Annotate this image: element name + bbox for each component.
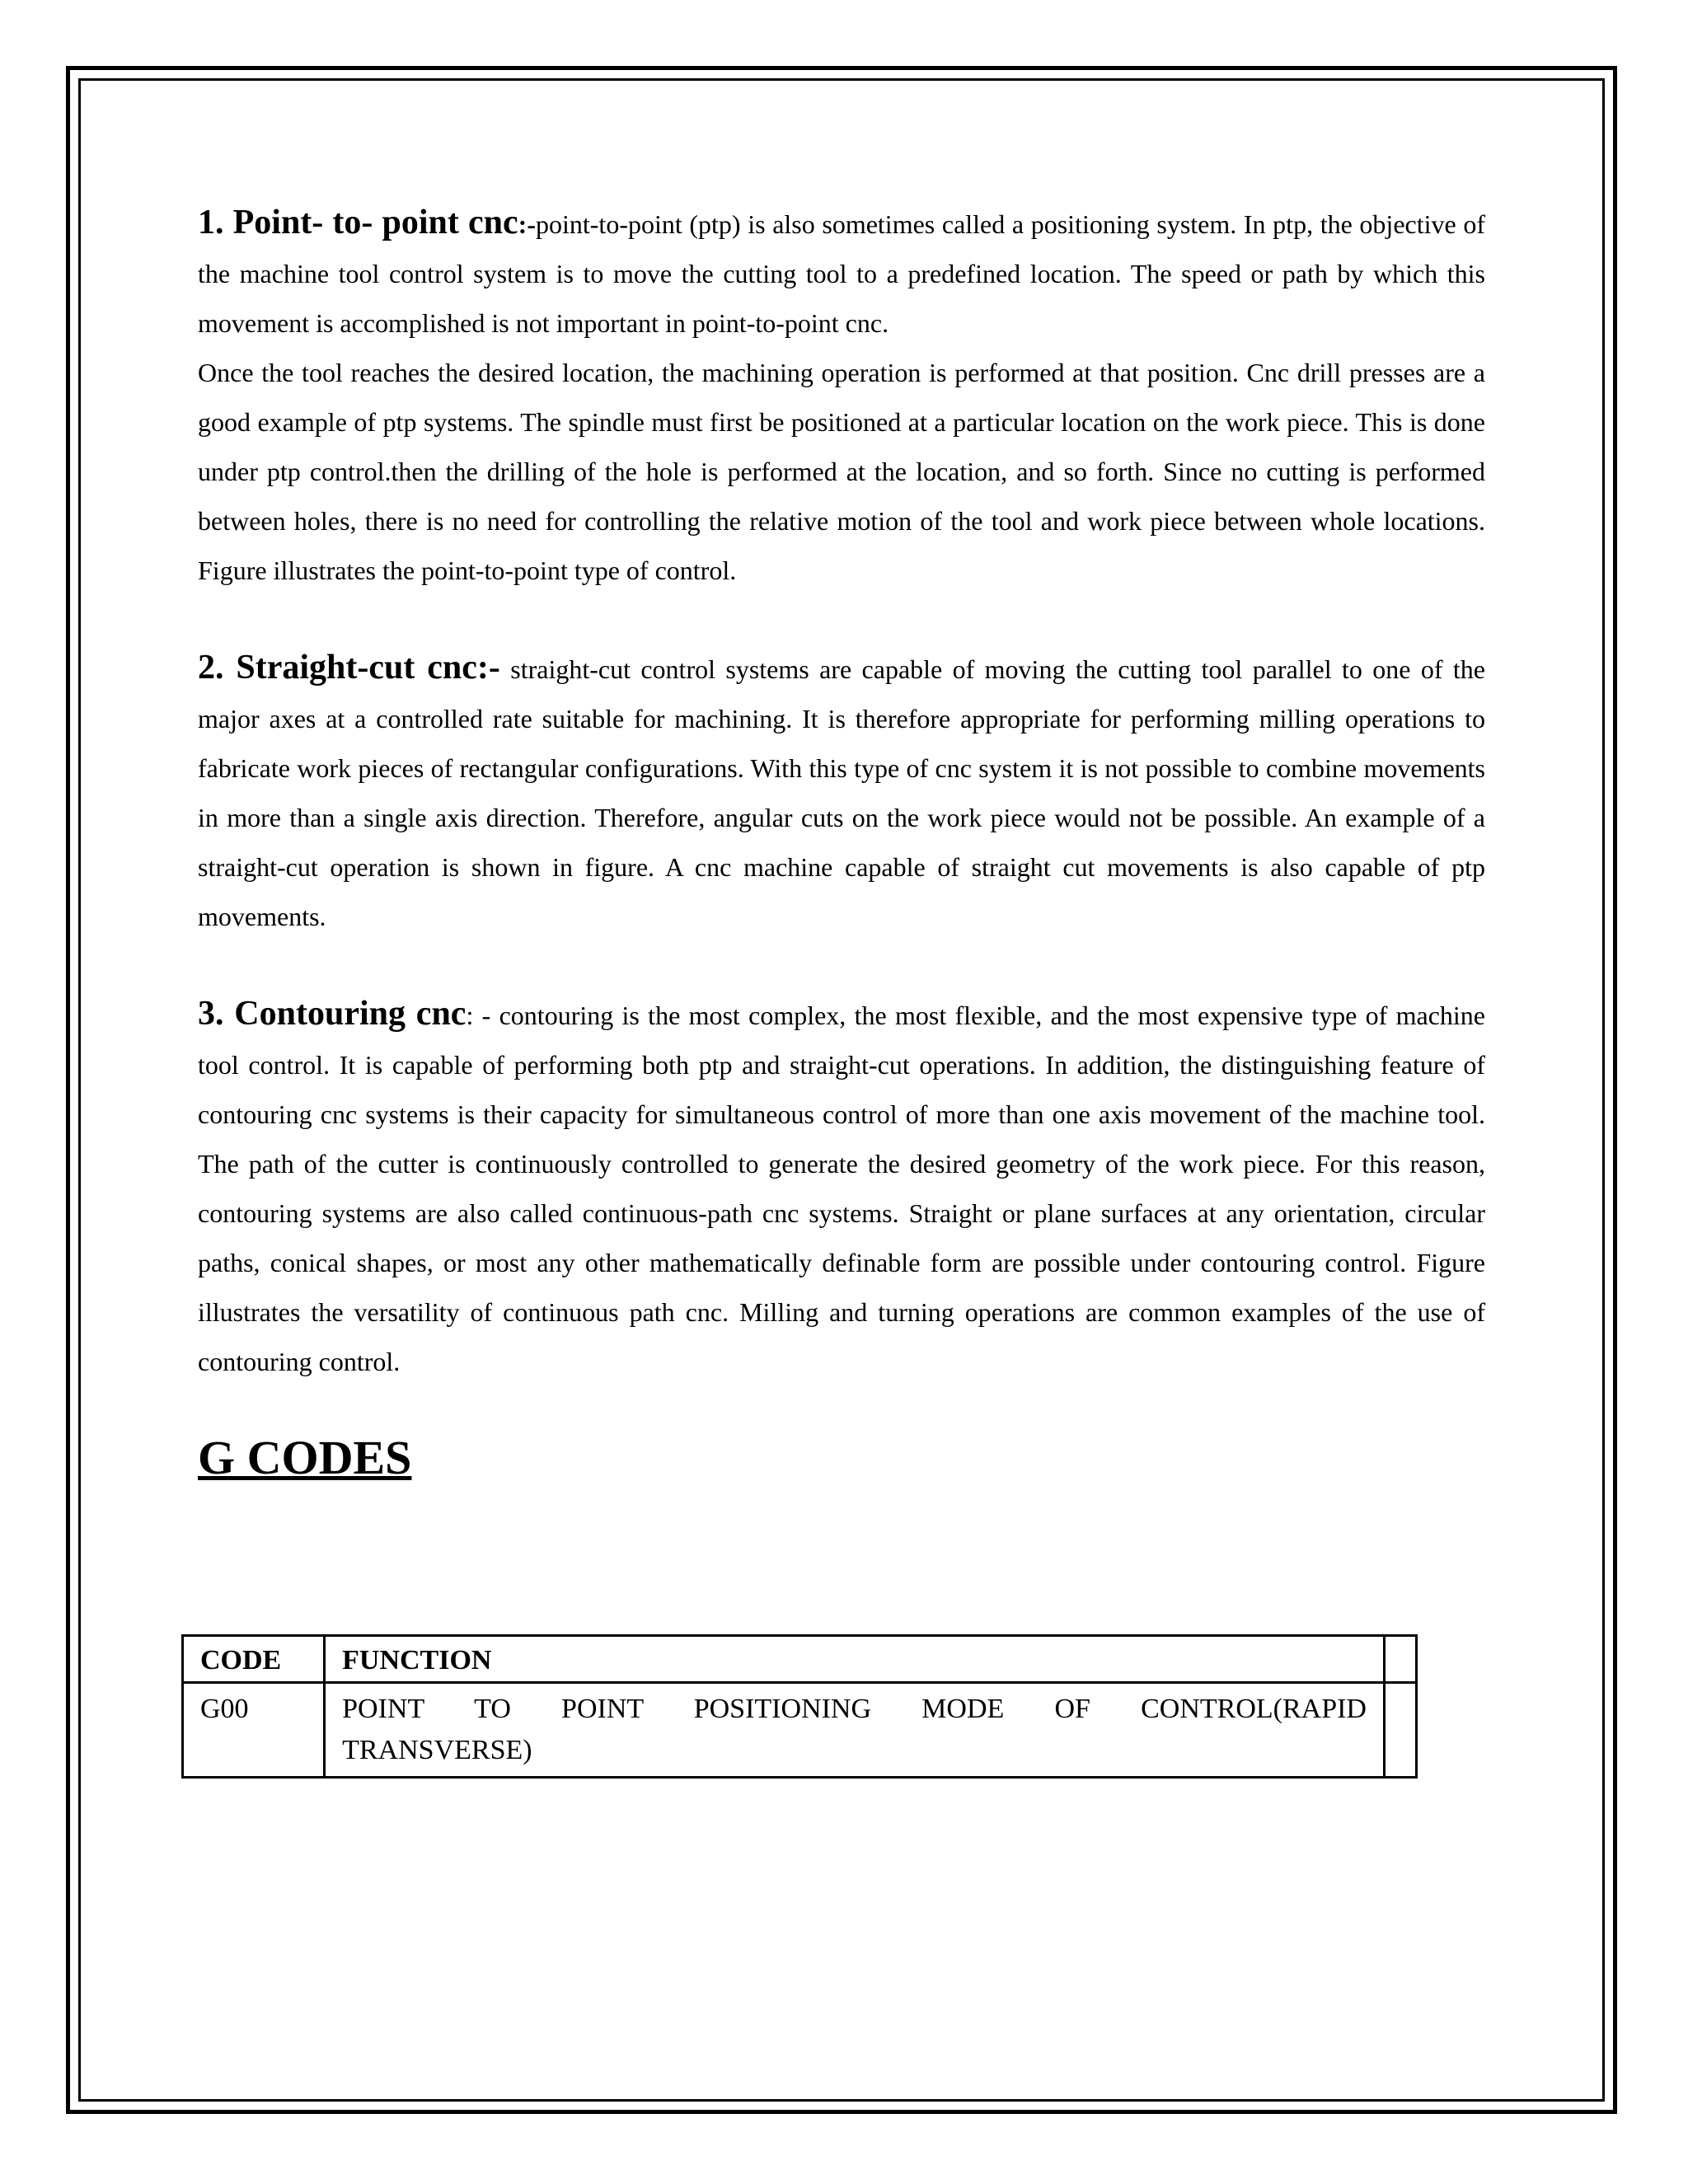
column-header-code: CODE	[183, 1636, 325, 1683]
empty-cell	[1384, 1683, 1416, 1778]
section-heading: 1. Point- to- point cnc	[198, 204, 518, 241]
section-text: point-to-point (ptp) is also sometimes called a positioning system. In ptp, the objective of the machine tool control system is to move the cutting tool to a predefined location. The speed or path by which this movement is accomplished is not important in point-to-point cnc.	[198, 209, 1485, 338]
section-heading: 3. Contouring cnc	[198, 995, 467, 1033]
function-line-2: TRANSVERSE)	[342, 1735, 532, 1765]
table-row	[183, 1683, 1417, 1778]
section-text: straight-cut control systems are capable of moving the cutting tool parallel to one of the major axes at a controlled rate suitable for machining. It is therefore appropriate for performing milling operations to fabricate work pieces of rectangular configurations. With this type of cnc system it is not possible to combine movements in more than a single axis direction. Therefore, angular cuts on the work piece would not be possible. An example of a straight-cut operation is shown in figure. A cnc machine capable of straight cut movements is also capable of ptp movements.	[198, 654, 1486, 931]
heading-separator: :-	[518, 209, 536, 239]
section-text: : - contouring is the most complex, the most flexible, and the most expensive type of machine tool control. It is capable of performing both ptp and straight-cut operations. In addition, the distinguishing feature of contouring cnc systems is their capacity for simultaneous control of more than one axis movement of the machine tool. The path of the cutter is continuously controlled to generate the desired geometry of the work piece. For this reason, contouring systems are also called continuous-path cnc systems. Straight or plane surfaces at any orientation, circular paths, conical shapes, or most any other mathematically definable form are possible under contouring control. Figure illustrates the versatility of continuous path cnc. Milling and turning operations are common examples of the use of contouring control.	[198, 1001, 1485, 1376]
code-cell: G00	[183, 1683, 325, 1778]
section-point-to-point	[198, 198, 1485, 595]
function-line-1: POINT TO POINT POSITIONING MODE OF CONTROL(RAPID	[342, 1694, 1367, 1724]
section-heading: 2. Straight-cut cnc:-	[198, 649, 500, 687]
document-body	[198, 198, 1485, 1487]
g-codes-title: G CODES	[198, 1431, 412, 1484]
section-straight-cut	[198, 643, 1485, 941]
table-header-row	[183, 1636, 1417, 1683]
section-contouring	[198, 989, 1485, 1386]
function-cell	[325, 1683, 1385, 1778]
column-header-empty	[1384, 1636, 1416, 1683]
section-text-continued: Once the tool reaches the desired location, the machining operation is performed at that position. Cnc drill presses are a good example of ptp systems. The spindle must first be positioned at a particular location on the work piece. This is done under ptp control.then the drilling of the hole is performed at the location, and so forth. Since no cutting is performed between holes, there is no need for controlling the relative motion of the tool and work piece between whole locations. Figure illustrates the point-to-point type of control.	[198, 358, 1485, 585]
column-header-function: FUNCTION	[325, 1636, 1385, 1683]
g-codes-table	[181, 1634, 1418, 1779]
